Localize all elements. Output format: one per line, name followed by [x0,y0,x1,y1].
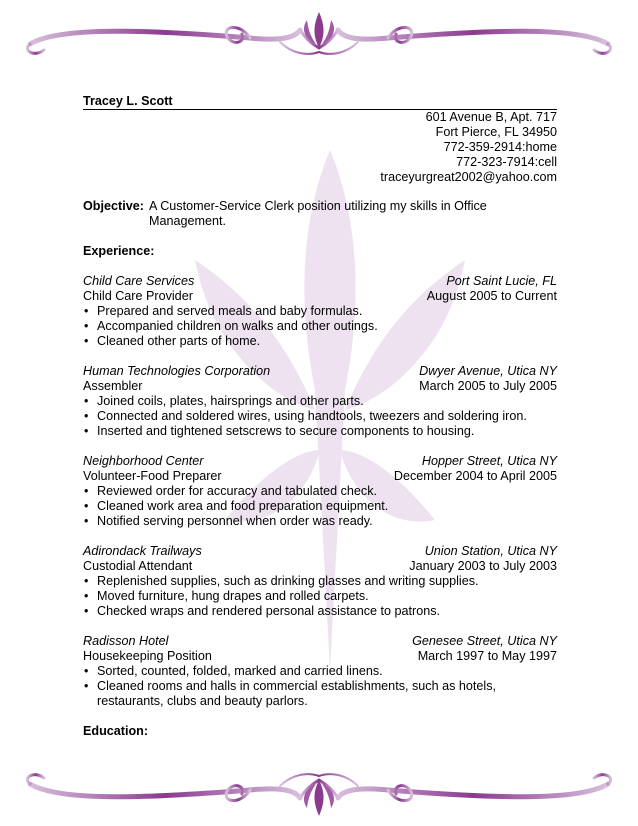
job-entry [83,364,557,439]
objective-text: A Customer-Service Clerk position utilizing my skills in Office Management. [149,199,487,228]
duty-item: • Checked wraps and rendered personal assistance to patrons. [83,604,557,619]
job-entry [83,454,557,529]
job-dates: January 2003 to July 2003 [409,559,557,573]
employer-name: Neighborhood Center [83,454,204,468]
job-title: Custodial Attendant [83,559,193,573]
experience-heading: Experience: [83,244,155,258]
job-dates: March 2005 to July 2005 [419,379,557,393]
employer-name: Human Technologies Corporation [83,364,271,378]
employer-location: Union Station, Utica NY [424,544,557,558]
duty-list [83,394,557,439]
contact-block [83,110,557,185]
job-entry [83,634,557,709]
job-entry [83,274,557,349]
employer-location: Dwyer Avenue, Utica NY [419,364,557,378]
duty-item: • Reviewed order for accuracy and tabulated check. [83,484,557,499]
employer-location: Genesee Street, Utica NY [412,634,557,648]
employer-location: Hopper Street, Utica NY [421,454,557,468]
job-dates: March 1997 to May 1997 [417,649,557,663]
duty-list [83,574,557,619]
duty-item: • Accompanied children on walks and other outings. [83,319,557,334]
objective-section [83,199,557,229]
address-line-2: Fort Pierce, FL 34950 [435,125,557,139]
employer-name: Radisson Hotel [83,634,169,648]
duty-item: • Cleaned rooms and halls in commercial establishments, such as hotels, restaurants, clubs and beauty parlors. [83,679,557,709]
objective-label: Objective: [83,199,144,213]
address-line-1: 601 Avenue B, Apt. 717 [425,110,557,124]
home-phone: 772-359-2914:home [443,140,557,154]
job-title: Child Care Provider [83,289,193,303]
resume-body [83,94,557,739]
employer-name: Adirondack Trailways [83,544,202,558]
job-dates: August 2005 to Current [426,289,557,303]
duty-list [83,304,557,349]
email-address: traceyurgreat2002@yahoo.com [380,170,557,184]
top-ornament [0,8,638,64]
duty-item: • Moved furniture, hung drapes and rolled carpets. [83,589,557,604]
job-dates: December 2004 to April 2005 [393,469,557,483]
duty-list [83,664,557,709]
job-entry [83,544,557,619]
duty-item: • Joined coils, plates, hairsprings and other parts. [83,394,557,409]
duty-item: • Cleaned other parts of home. [83,334,557,349]
job-title: Volunteer-Food Preparer [83,469,222,483]
employer-name: Child Care Services [83,274,195,288]
duty-item: • Replenished supplies, such as drinking glasses and writing supplies. [83,574,557,589]
cell-phone: 772-323-7914:cell [456,155,557,169]
job-title: Housekeeping Position [83,649,212,663]
duty-item: • Notified serving personnel when order was ready. [83,514,557,529]
duty-item: • Inserted and tightened setscrews to secure components to housing. [83,424,557,439]
bottom-ornament [0,764,638,820]
duty-item: • Prepared and served meals and baby formulas. [83,304,557,319]
job-title: Assembler [83,379,143,393]
education-heading: Education: [83,724,149,738]
duty-item: • Cleaned work area and food preparation equipment. [83,499,557,514]
employer-location: Port Saint Lucie, FL [446,274,557,288]
duty-item: • Sorted, counted, folded, marked and carried linens. [83,664,557,679]
applicant-name: Tracey L. Scott [83,94,557,110]
duty-item: • Connected and soldered wires, using handtools, tweezers and soldering iron. [83,409,557,424]
duty-list [83,484,557,529]
